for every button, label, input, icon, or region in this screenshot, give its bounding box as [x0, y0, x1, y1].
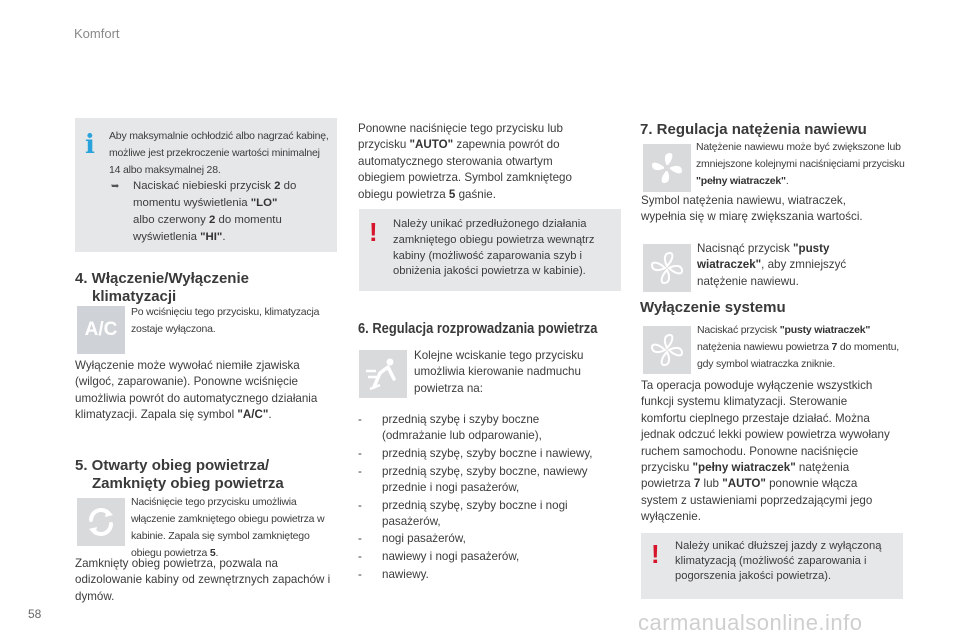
section-5-body: Zamknięty obieg powietrza, pozwala na odizolowanie kabiny od zewnętrznych zapachów i dymów.	[75, 557, 331, 603]
section-7-icon-text-main: Natężenie nawiewu może być zwiększone lub zmniejszone kolejnymi naciśnięciami przycisku	[696, 141, 905, 170]
info-num-2a: 2	[274, 180, 281, 192]
distribution-list	[358, 412, 620, 585]
section-7-icon-text	[696, 139, 906, 190]
distribution-list-line: (odmrażanie lub odparowanie),	[382, 429, 542, 443]
warning-box-1	[359, 209, 621, 291]
warning-1-text: Należy unikać przedłużonego działania zamkniętego obiegu powietrza wewnątrz kabiny (możliwość zaparowania szyb i obniżenia jakości powietrza w kabinie).	[393, 218, 595, 278]
section-5-title-line2: Zamknięty obieg powietrza	[92, 475, 284, 492]
distribution-list-item	[358, 531, 620, 547]
system-off-num: 7	[831, 341, 838, 353]
system-off-body-4: ponownie włącza system z ustawieniami poprzedzającymi jego wyłączenie.	[641, 477, 873, 524]
warning-2-text: Należy unikać dłuższej jazdy z wyłączoną klimatyzacją (możliwość zaparowania i pogorszenia jakości powietrza).	[675, 540, 882, 583]
warning-icon: !	[369, 217, 378, 247]
section-4-body-end: .	[268, 408, 272, 422]
section-5-icon-text	[131, 494, 337, 562]
section-7-icon2-text	[697, 241, 867, 290]
section-5-title	[75, 457, 337, 493]
info-num-2b: 2	[208, 214, 216, 226]
list-dash: -	[358, 498, 362, 512]
distribution-list-line: przednie i nogi pasażerów,	[382, 480, 520, 494]
info-icon: i	[85, 130, 95, 160]
system-off-title: Wyłączenie systemu	[640, 299, 786, 316]
full-fan-label: "pełny wiatraczek"	[696, 175, 786, 187]
auto-label-2: "AUTO"	[722, 477, 766, 491]
lo-label: "LO"	[250, 197, 278, 209]
ac-button-icon	[77, 306, 125, 354]
list-dash: -	[358, 567, 362, 581]
list-dash: -	[358, 446, 362, 460]
system-off-body-2: natężenia powietrza	[641, 461, 850, 491]
distribution-list-item	[358, 464, 620, 496]
section-5-title-line1: 5. Otwarty obieg powietrza/	[75, 457, 270, 474]
distribution-list-line: przednią szybę, szyby boczne i nawiewy,	[382, 446, 593, 460]
info-bullet-mid: do momentu wyświetlenia	[133, 180, 297, 209]
distribution-list-item	[358, 498, 620, 530]
distribution-list-line: przednią szybę, szyby boczne, nawiewy	[382, 464, 588, 478]
info-bullet-mid3: do momentu wyświetlenia	[133, 214, 282, 243]
distribution-list-line: nawiewy i nogi pasażerów,	[382, 550, 520, 564]
section-5-num: 5	[209, 547, 216, 559]
distribution-list-item	[358, 549, 620, 565]
empty-fan-label: "pusty wiatraczek"	[697, 242, 830, 272]
section-4-title	[75, 270, 337, 306]
system-off-body-3: lub	[700, 477, 723, 491]
list-dash: -	[358, 532, 362, 546]
section-4-body	[75, 358, 337, 424]
info-bullet-end: .	[222, 231, 226, 243]
bullet-arrow-icon: ➥	[111, 181, 120, 192]
system-off-body	[641, 378, 891, 526]
distribution-list-item	[358, 412, 620, 444]
mid-p1-mid: zapewnia powrót do automatycznego sterowania otwartym obiegiem powietrza. Symbol zamkniętego obiegu powietrza	[358, 138, 572, 201]
list-dash: -	[358, 550, 362, 564]
distribution-list-line: pasażerów,	[382, 514, 441, 528]
list-dash: -	[358, 413, 362, 426]
list-dash: -	[358, 464, 362, 478]
mid-paragraph	[358, 121, 590, 203]
ac-symbol-label: "A/C"	[237, 408, 269, 422]
distribution-list-item	[358, 567, 620, 583]
empty-fan-label-2: "pusty wiatraczek"	[779, 324, 871, 336]
recirculation-icon	[77, 498, 125, 546]
mid-p1-num: 5	[448, 187, 456, 201]
mid-p1-text: Ponowne naciśnięcie tego przycisku lub przycisku	[358, 122, 563, 152]
section-6-icon-text: Kolejne wciskanie tego przycisku umożliwia kierowanie nadmuchu powietrza na:	[414, 349, 584, 395]
section-7-icon-text-end: .	[785, 175, 789, 187]
system-off-icon-mid: natężenia nawiewu powietrza	[697, 341, 832, 353]
section-7-title: 7. Regulacja natężenia nawiewu	[640, 121, 867, 138]
system-off-icon-end: do momentu, gdy symbol wiatraczka zniknie.	[697, 341, 899, 370]
system-off-body-1: Ta operacja powoduje wyłączenie wszystkich funkcji systemu klimatyzacji. Sterowanie komfortu cieplnego przestaje działać. Można jednak odczuć lekki powiew powietrza wywołany ruchem samochodu. Ponowne naciśnięcie przycisku	[641, 379, 890, 475]
section-4-title-line2: klimatyzacji	[92, 288, 177, 305]
watermark: carmanualsonline.info	[638, 610, 863, 635]
info-bullet-prefix: Naciskać niebieski przycisk	[133, 180, 275, 192]
info-bullet-mid2: albo czerwony	[133, 214, 209, 226]
system-off-icon-text	[697, 322, 909, 373]
system-off-icon-pre: Naciskać przycisk	[697, 324, 780, 336]
fan-empty-icon	[643, 244, 691, 292]
distribution-list-line: przednią szybę i szyby boczne	[382, 413, 540, 426]
section-4-icon-text: Po wciśnięciu tego przycisku, klimatyzacja zostaje wyłączona.	[131, 306, 320, 335]
section-6-title: 6. Regulacja rozprowadzania powietrza	[358, 320, 598, 337]
air-distribution-icon	[359, 350, 407, 398]
distribution-list-line: przednią szybę, szyby boczne i nogi	[382, 498, 568, 512]
section-7-icon2-end: , aby zmniejszyć natężenie nawiewu.	[697, 258, 847, 288]
system-off-body-num: 7	[693, 477, 701, 491]
hi-label: "HI"	[200, 231, 223, 243]
mid-p1-end: gaśnie.	[455, 187, 496, 201]
distribution-list-line: nawiewy.	[382, 567, 429, 581]
page-header: Komfort	[74, 26, 120, 41]
section-5-icon-text-end: .	[215, 547, 219, 559]
distribution-list-item	[358, 446, 620, 462]
full-fan-label-2: "pełny wiatraczek"	[692, 461, 796, 475]
warning-box-2	[641, 533, 903, 599]
warning-icon-2: !	[651, 539, 660, 569]
section-5-icon-text-main: Naciśnięcie tego przycisku umożliwia włączenie zamkniętego obiegu powietrza w kabinie. Zapala się symbol zamkniętego obiegu powietrza	[131, 496, 325, 559]
info-bullet	[111, 178, 333, 246]
section-7-icon2-pre: Nacisnąć przycisk	[697, 242, 793, 255]
fan-empty-icon-2	[643, 326, 691, 374]
section-4-body-text: Wyłączenie może wywołać niemiłe zjawiska (wilgoć, zaparowanie). Ponowne wciśnięcie umożliwia powrót do automatycznego działania klimatyzacji. Zapala się symbol	[75, 359, 318, 422]
auto-label: "AUTO"	[409, 138, 454, 152]
page-number: 58	[28, 607, 42, 621]
section-4-title-line1: 4. Włączenie/Wyłączenie	[75, 270, 249, 287]
distribution-list-line: nogi pasażerów,	[382, 532, 466, 546]
info-box	[75, 118, 337, 252]
section-7-body: Symbol natężenia nawiewu, wiatraczek, wypełnia się w miarę zwiększania wartości.	[641, 194, 863, 224]
fan-full-icon	[643, 144, 691, 192]
ac-icon-label: A/C	[84, 319, 118, 340]
info-text: Aby maksymalnie ochłodzić albo nagrzać kabinę, możliwe jest przekroczenie wartości minimalnej 14 albo maksymalnej 28.	[109, 130, 329, 176]
